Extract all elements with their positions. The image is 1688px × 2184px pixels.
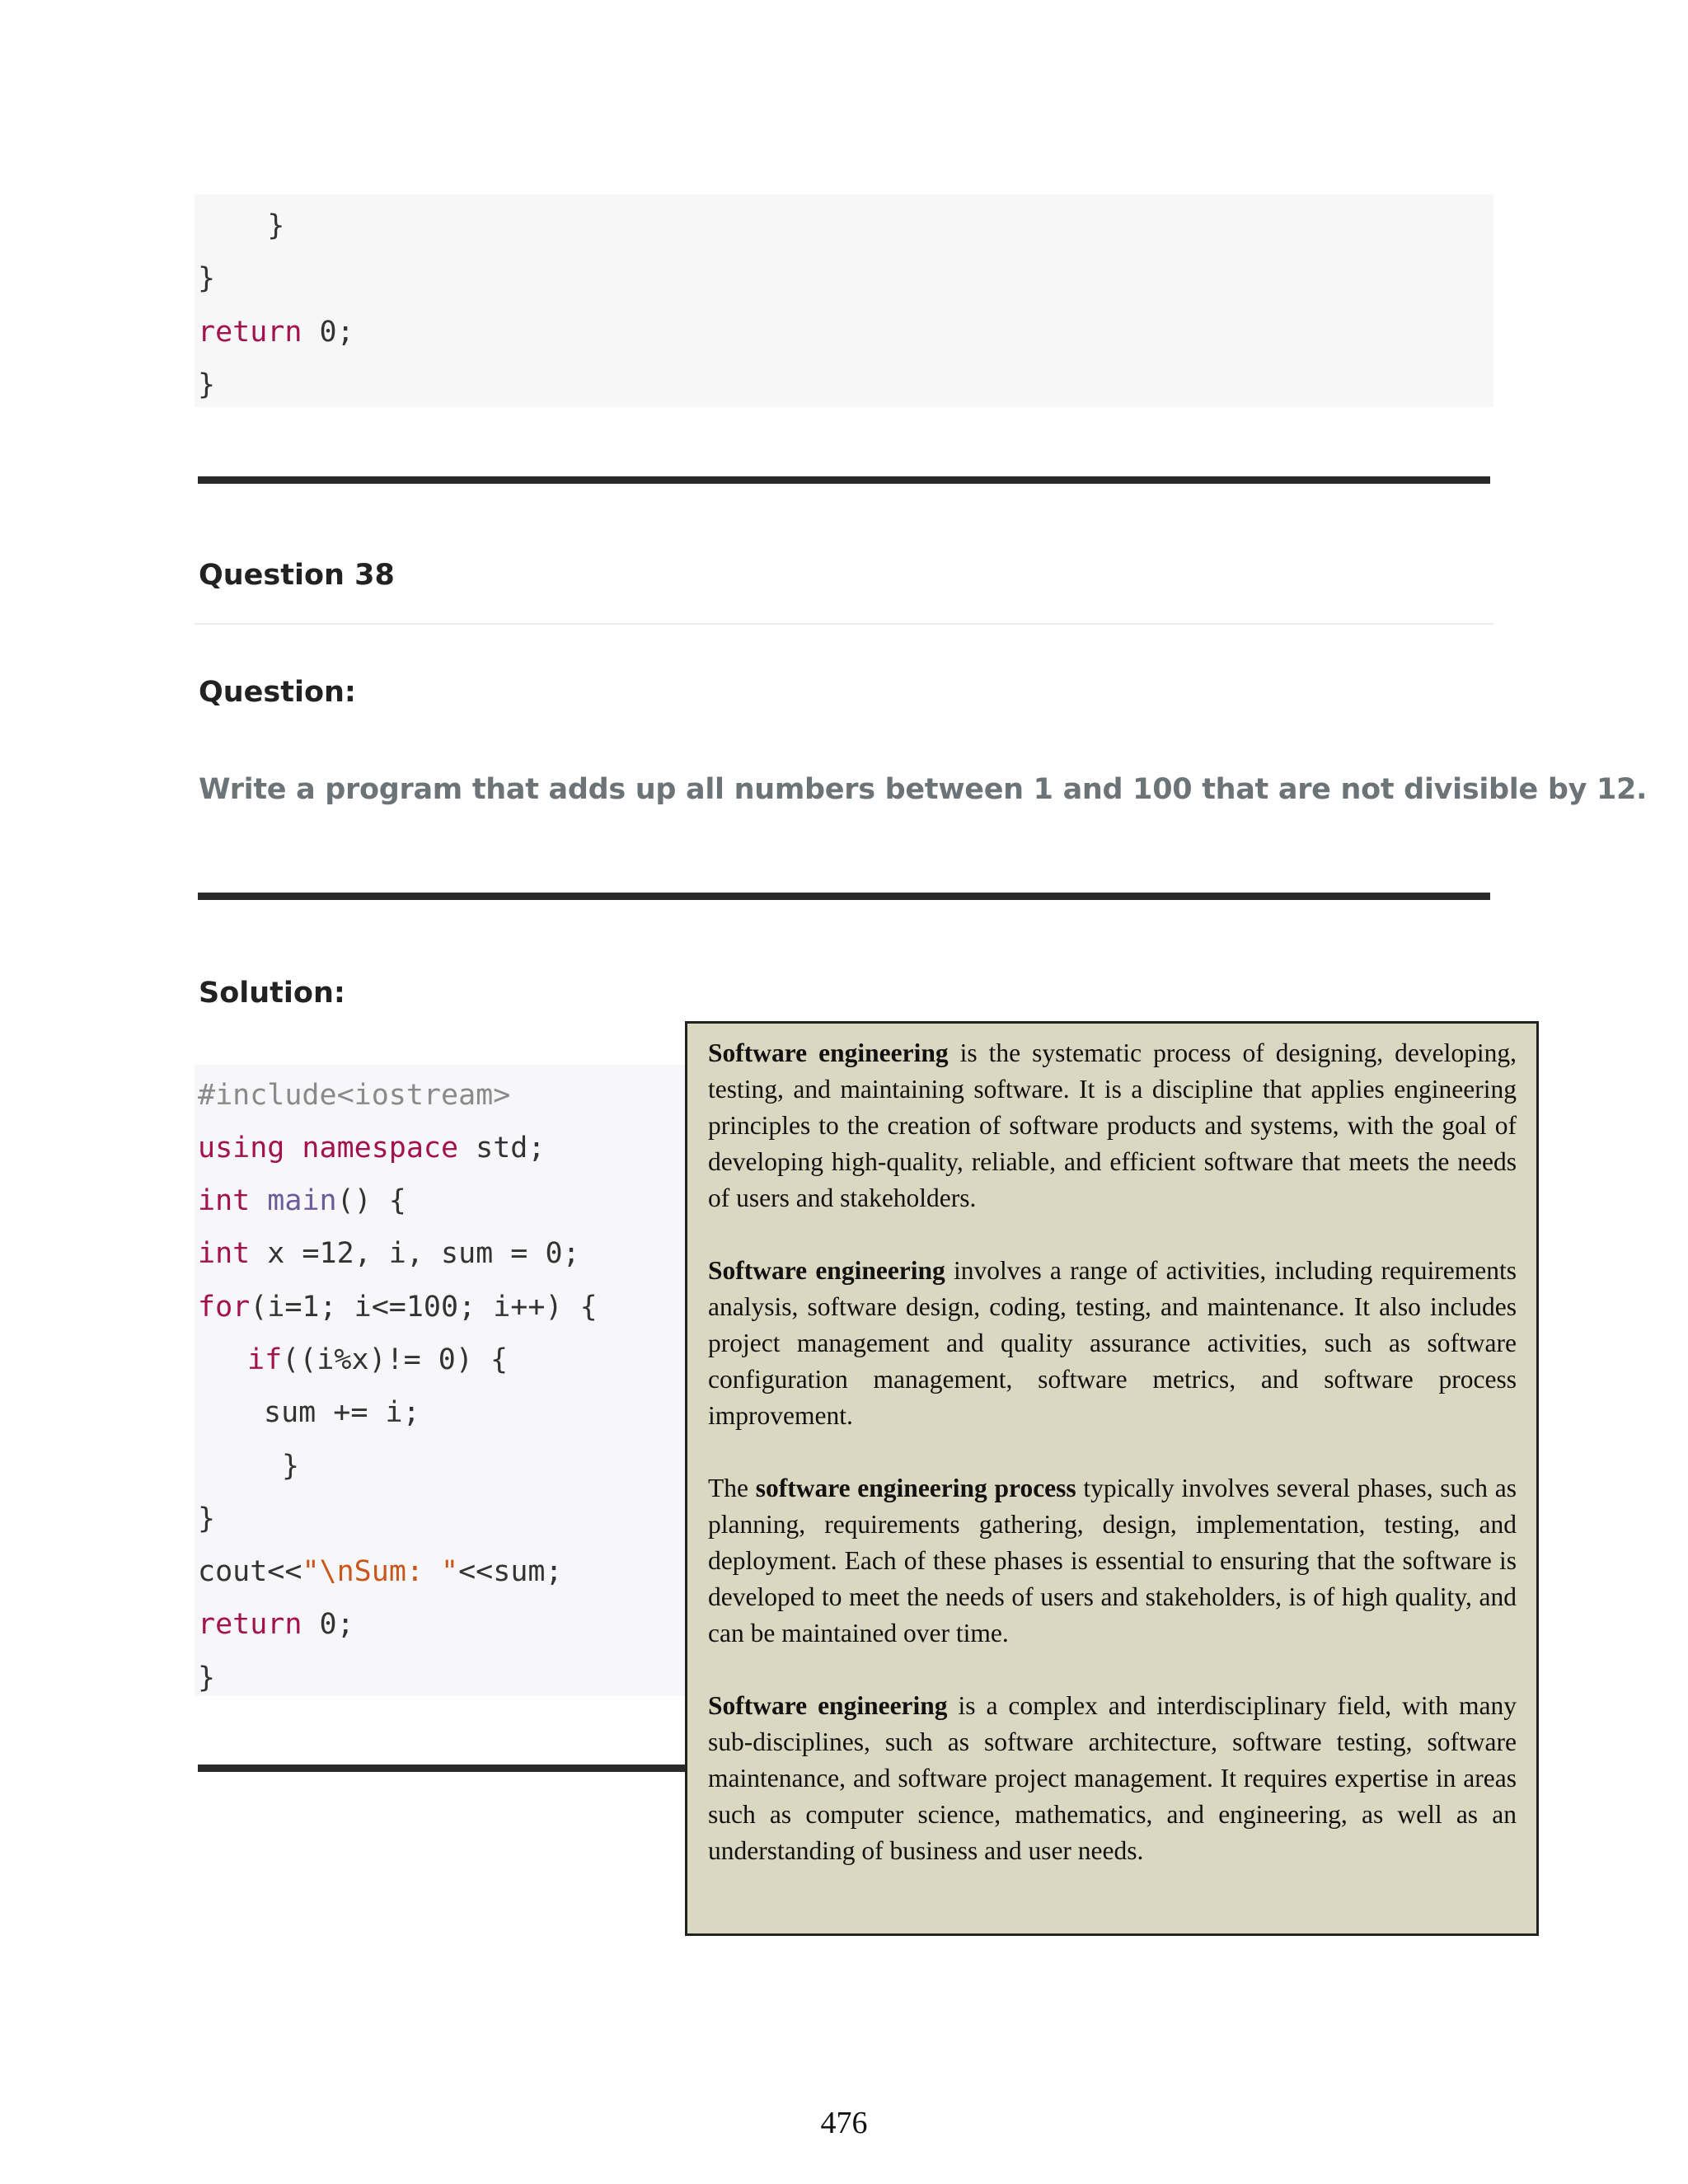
- code-keyword: int: [198, 1184, 251, 1217]
- title-underline: [195, 623, 1493, 625]
- code-text: cout<<: [198, 1555, 302, 1588]
- question-prompt: Write a program that adds up all numbers between 1 and 100 that are not divisible by 12.: [199, 773, 1648, 806]
- sidebar-term: Software engineering: [708, 1691, 948, 1720]
- sidebar-term: Software engineering: [708, 1256, 945, 1285]
- code-keyword: if: [247, 1343, 283, 1376]
- code-line: [198, 1134, 545, 1163]
- info-sidebar: [685, 1021, 1539, 1936]
- code-keyword: return: [198, 316, 302, 349]
- sidebar-term: software engineering process: [755, 1474, 1076, 1502]
- code-line: [198, 1184, 406, 1217]
- code-keyword: for: [198, 1291, 251, 1324]
- question-label: Question:: [199, 676, 356, 709]
- code-escape: \n: [319, 1555, 354, 1588]
- code-text: std;: [458, 1132, 546, 1165]
- sidebar-text: involves a range of activities, including requirements analysis, software design, coding, testing, and maintenance. It also includes project management and quality assurance activities, such as software configuration management, software metrics, and software process improvement.: [708, 1256, 1517, 1430]
- sidebar-paragraph: [708, 1470, 1517, 1652]
- sidebar-paragraph: [708, 1688, 1517, 1869]
- sidebar-paragraph: [708, 1253, 1517, 1434]
- code-text: x =12, i, sum = 0;: [250, 1237, 580, 1270]
- code-string: Sum: ": [354, 1555, 459, 1588]
- section-divider: [198, 893, 1490, 900]
- code-line: }: [282, 1450, 300, 1483]
- code-line: [247, 1343, 509, 1376]
- code-line: [198, 1293, 598, 1322]
- code-line: }: [198, 368, 216, 401]
- code-function: main: [267, 1184, 337, 1217]
- code-line: }: [198, 1502, 216, 1535]
- code-line: [198, 1610, 354, 1639]
- code-line: }: [198, 209, 285, 242]
- solution-label: Solution:: [199, 977, 345, 1010]
- code-line: sum += i;: [264, 1396, 420, 1429]
- solution-code-block: [195, 1065, 689, 1696]
- sidebar-text: typically involves several phases, such as planning, requirements gathering, design, implementation, testing, and deployment. Each of these phases is essential to ensuring that the software is developed to meet the needs of users and stakeholders, is of high quality, and can be maintained over time.: [708, 1474, 1517, 1647]
- code-keyword: return: [198, 1608, 302, 1641]
- code-keyword: int: [198, 1237, 251, 1270]
- code-line: [198, 318, 354, 347]
- code-text: <<sum;: [458, 1555, 563, 1588]
- sidebar-text: is a complex and interdisciplinary field, with many sub-disciplines, such as software architecture, software testing, software maintenance, and software project management. It requires expertise in areas such as computer science, mathematics, and engineering, as well as an understanding of business and user needs.: [708, 1691, 1517, 1865]
- code-text: () {: [336, 1184, 406, 1217]
- code-text: 0;: [302, 316, 354, 349]
- prev-code-block: [195, 194, 1493, 407]
- code-text: ((i%x)!= 0) {: [282, 1343, 509, 1376]
- code-line: [198, 1237, 580, 1270]
- sidebar-term: Software engineering: [708, 1038, 949, 1067]
- code-line: }: [198, 1661, 216, 1694]
- sidebar-text: The: [708, 1474, 756, 1502]
- code-string: ": [302, 1555, 320, 1588]
- section-divider: [198, 1765, 692, 1772]
- question-title: Question 38: [199, 559, 395, 592]
- code-text: 0;: [302, 1608, 354, 1641]
- sidebar-text: is the systematic process of designing, developing, testing, and maintaining software. It is a discipline that applies engineering principles to the creation of software products and systems, with the goal of developing high-quality, reliable, and efficient software that meets the needs of users and stakeholders.: [708, 1038, 1517, 1212]
- code-line: [198, 1555, 563, 1588]
- code-keyword: using namespace: [198, 1132, 459, 1165]
- section-divider: [198, 476, 1490, 484]
- code-line: #include<iostream>: [198, 1079, 511, 1112]
- code-line: }: [198, 262, 216, 295]
- sidebar-paragraph: [708, 1035, 1517, 1216]
- page-number: 476: [820, 2106, 868, 2140]
- code-text: (i=1; i<=100; i++) {: [250, 1291, 598, 1324]
